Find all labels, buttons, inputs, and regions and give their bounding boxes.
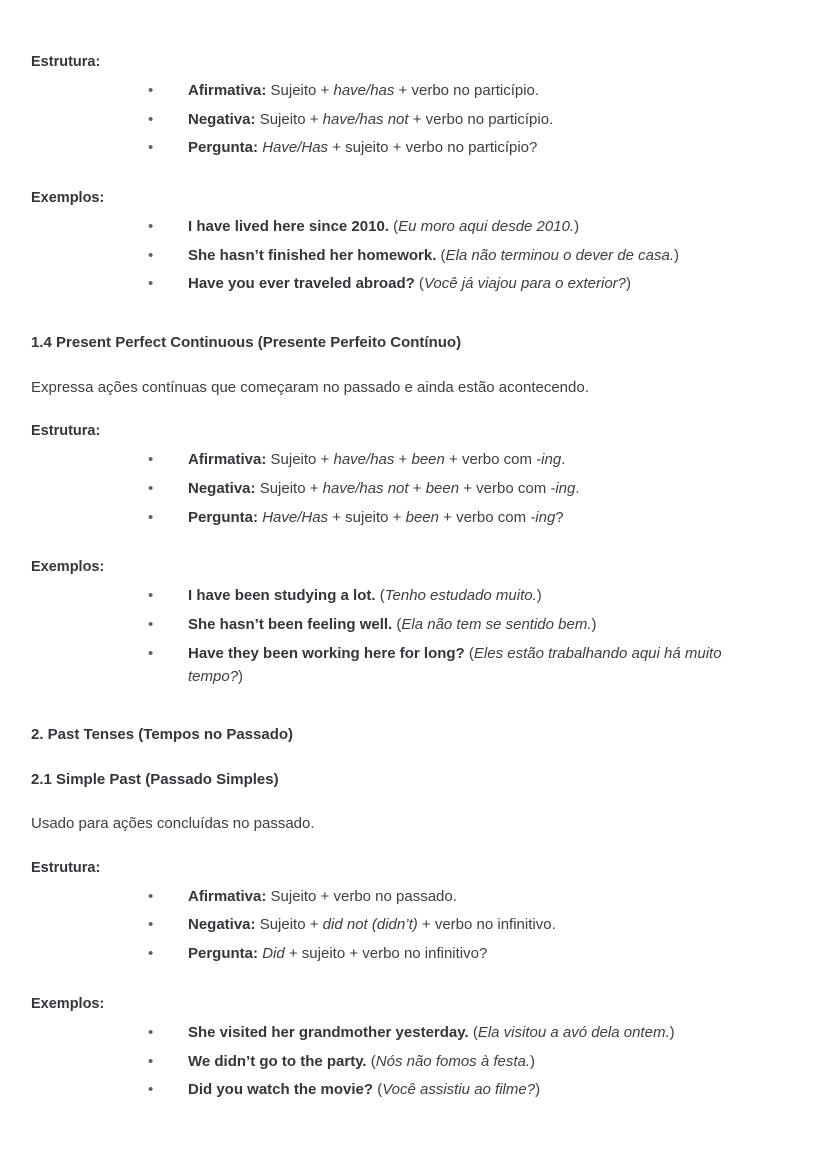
bullet-dot: • xyxy=(148,139,154,157)
bullet-italic: Did xyxy=(262,945,285,963)
bullet-dot: • xyxy=(148,451,154,469)
bullet-rest: ( xyxy=(436,246,446,264)
bullet-dot: • xyxy=(148,110,154,128)
section-label: Exemplos: xyxy=(31,559,105,576)
bullet-tail: ) xyxy=(530,1052,536,1070)
bullet-italic: Eles estão trabalhando aqui há muito tempo? xyxy=(188,644,722,685)
section-simple-past-structure xyxy=(31,858,766,966)
bullet-italic: Você assistiu ao filme? xyxy=(382,1081,536,1099)
bullet-rest-2: + verbo com xyxy=(444,451,537,469)
bullet-list xyxy=(31,585,766,688)
bullet-list xyxy=(31,80,766,160)
bullet-dot: • xyxy=(148,887,154,905)
bullet-mid: + xyxy=(394,451,412,469)
bullet-rest: Sujeito + xyxy=(255,916,323,934)
list-item xyxy=(31,614,766,637)
bullet-tail: ) xyxy=(674,246,680,264)
heading-present-perfect-continuous: 1.4 Present Perfect Continuous (Presente Perfeito Contínuo) xyxy=(31,334,462,352)
bullet-tail: ) xyxy=(536,587,542,605)
bullet-italic: have/has not xyxy=(322,479,409,497)
bullet-rest: Sujeito + verbo no passado. xyxy=(266,887,457,905)
bullet-tail: ) xyxy=(669,1023,675,1041)
bullet-tail: + verbo no infinitivo. xyxy=(417,916,556,934)
list-item xyxy=(31,137,766,160)
section-label: Estrutura: xyxy=(31,54,101,70)
bullet-italic: have/has xyxy=(333,81,395,99)
bullet-italic: Tenho estudado muito. xyxy=(384,587,537,605)
list-item xyxy=(31,449,766,472)
bullet-mid: + xyxy=(408,479,426,497)
bullet-italic: Eu moro aqui desde 2010. xyxy=(398,217,575,235)
list-item xyxy=(31,1051,766,1074)
bullet-lead: Negativa: xyxy=(188,479,256,497)
bullet-tail: ) xyxy=(238,667,244,685)
bullet-dot: • xyxy=(148,1081,154,1099)
list-item xyxy=(31,1022,766,1045)
bullet-list xyxy=(31,216,766,296)
bullet-tail: . xyxy=(561,451,566,469)
section-ppc-examples xyxy=(31,557,766,688)
bullet-rest: ( xyxy=(392,615,402,633)
list-item xyxy=(31,943,766,966)
bullet-rest: Sujeito + xyxy=(255,110,323,128)
bullet-rest: ( xyxy=(366,1052,376,1070)
list-item xyxy=(31,507,766,530)
bullet-dot: • xyxy=(148,945,154,963)
bullet-italic-2: been xyxy=(425,479,460,497)
bullet-list xyxy=(31,886,766,966)
bullet-tail: + sujeito + verbo no particípio? xyxy=(328,139,538,157)
bullet-italic-3: -ing xyxy=(530,508,556,526)
bullet-dot: • xyxy=(148,81,154,99)
bullet-lead: Have you ever traveled abroad? xyxy=(188,275,415,293)
bullet-italic: Ela não tem se sentido bem. xyxy=(401,615,592,633)
section-present-perfect-examples xyxy=(31,188,766,296)
bullet-lead: She visited her grandmother yesterday. xyxy=(188,1023,469,1041)
section-label: Estrutura: xyxy=(31,859,101,876)
bullet-list xyxy=(31,449,766,529)
bullet-mid: + sujeito + xyxy=(328,508,406,526)
bullet-lead: She hasn’t finished her homework. xyxy=(188,246,437,264)
list-item xyxy=(31,80,766,103)
bullet-tail: . xyxy=(575,479,580,497)
bullet-rest: ( xyxy=(414,275,424,293)
bullet-rest: ( xyxy=(468,1023,478,1041)
bullet-rest: Sujeito + xyxy=(266,81,334,99)
section-label: Exemplos: xyxy=(31,190,105,207)
section-label: Exemplos: xyxy=(31,996,105,1012)
bullet-italic-3: -ing xyxy=(550,479,576,497)
heading-simple-past: 2.1 Simple Past (Passado Simples) xyxy=(31,770,279,788)
bullet-tail: ) xyxy=(535,1081,541,1099)
section-label: Estrutura: xyxy=(31,423,101,440)
bullet-tail: ) xyxy=(574,217,580,235)
bullet-lead: Pergunta: xyxy=(188,945,259,963)
section-simple-past-examples xyxy=(31,994,766,1102)
bullet-lead: Afirmativa: xyxy=(188,887,267,905)
list-item xyxy=(31,585,766,608)
bullet-lead: We didn’t go to the party. xyxy=(188,1052,367,1070)
bullet-rest: ( xyxy=(373,1081,383,1099)
bullet-lead: She hasn’t been feeling well. xyxy=(188,615,393,633)
bullet-lead: Did you watch the movie? xyxy=(188,1081,374,1099)
bullet-rest: ( xyxy=(375,587,385,605)
bullet-italic: Ela não terminou o dever de casa. xyxy=(445,246,675,264)
list-item xyxy=(31,245,766,268)
bullet-italic-3: -ing xyxy=(536,451,562,469)
bullet-lead: Have they been working here for long? xyxy=(188,644,465,662)
bullet-tail: ) xyxy=(591,615,597,633)
bullet-tail: + verbo no particípio. xyxy=(394,81,540,99)
bullet-italic: did not (didn’t) xyxy=(322,916,418,934)
list-item xyxy=(31,886,766,909)
list-item xyxy=(31,216,766,239)
bullet-lead: Pergunta: xyxy=(188,508,259,526)
bullet-italic: Have/Has xyxy=(262,508,329,526)
bullet-lead: Afirmativa: xyxy=(188,451,267,469)
bullet-italic: Have/Has xyxy=(262,139,329,157)
bullet-italic: Você já viajou para o exterior? xyxy=(423,275,626,293)
paragraph-simple-past: Usado para ações concluídas no passado. xyxy=(31,815,315,833)
bullet-dot: • xyxy=(148,587,154,605)
section-ppc-structure xyxy=(31,421,766,529)
bullet-dot: • xyxy=(148,1023,154,1041)
bullet-dot: • xyxy=(148,916,154,934)
bullet-list xyxy=(31,1022,766,1102)
bullet-dot: • xyxy=(148,644,154,662)
list-item xyxy=(31,109,766,132)
section-present-perfect-structure xyxy=(31,52,766,160)
bullet-lead: Negativa: xyxy=(188,916,256,934)
paragraph-present-perfect-continuous: Expressa ações contínuas que começaram no passado e ainda estão acontecendo. xyxy=(31,378,589,396)
bullet-italic: have/has xyxy=(333,451,395,469)
bullet-italic: have/has not xyxy=(322,110,409,128)
bullet-rest-2: + verbo com xyxy=(438,508,531,526)
bullet-tail: ? xyxy=(555,508,564,526)
bullet-dot: • xyxy=(148,1052,154,1070)
bullet-italic-2: been xyxy=(405,508,439,526)
bullet-italic-2: been xyxy=(411,451,445,469)
bullet-rest: Sujeito + xyxy=(266,451,334,469)
list-item xyxy=(31,273,766,296)
bullet-rest: Sujeito + xyxy=(255,479,323,497)
bullet-lead: I have lived here since 2010. xyxy=(188,217,389,235)
bullet-dot: • xyxy=(148,275,154,293)
bullet-dot: • xyxy=(148,246,154,264)
bullet-lead: Afirmativa: xyxy=(188,81,267,99)
bullet-rest-2: + verbo com xyxy=(459,479,551,497)
bullet-rest: ( xyxy=(388,217,399,235)
list-item xyxy=(31,1079,766,1102)
bullet-tail: ) xyxy=(626,275,631,293)
bullet-tail: + sujeito + verbo no infinitivo? xyxy=(284,945,488,963)
bullet-dot: • xyxy=(148,615,154,633)
bullet-dot: • xyxy=(148,479,154,497)
bullet-lead: Pergunta: xyxy=(188,139,259,157)
list-item xyxy=(31,643,766,689)
bullet-tail: + verbo no particípio. xyxy=(408,110,554,128)
bullet-dot: • xyxy=(148,508,154,526)
list-item xyxy=(31,478,766,501)
list-item xyxy=(31,914,766,937)
bullet-italic: Ela visitou a avó dela ontem. xyxy=(477,1023,670,1041)
bullet-lead: Negativa: xyxy=(188,110,256,128)
bullet-rest: ( xyxy=(464,644,474,662)
heading-past-tenses: 2. Past Tenses (Tempos no Passado) xyxy=(31,726,294,744)
bullet-lead: I have been studying a lot. xyxy=(188,587,376,605)
bullet-italic: Nós não fomos à festa. xyxy=(375,1052,531,1070)
bullet-dot: • xyxy=(148,217,154,235)
